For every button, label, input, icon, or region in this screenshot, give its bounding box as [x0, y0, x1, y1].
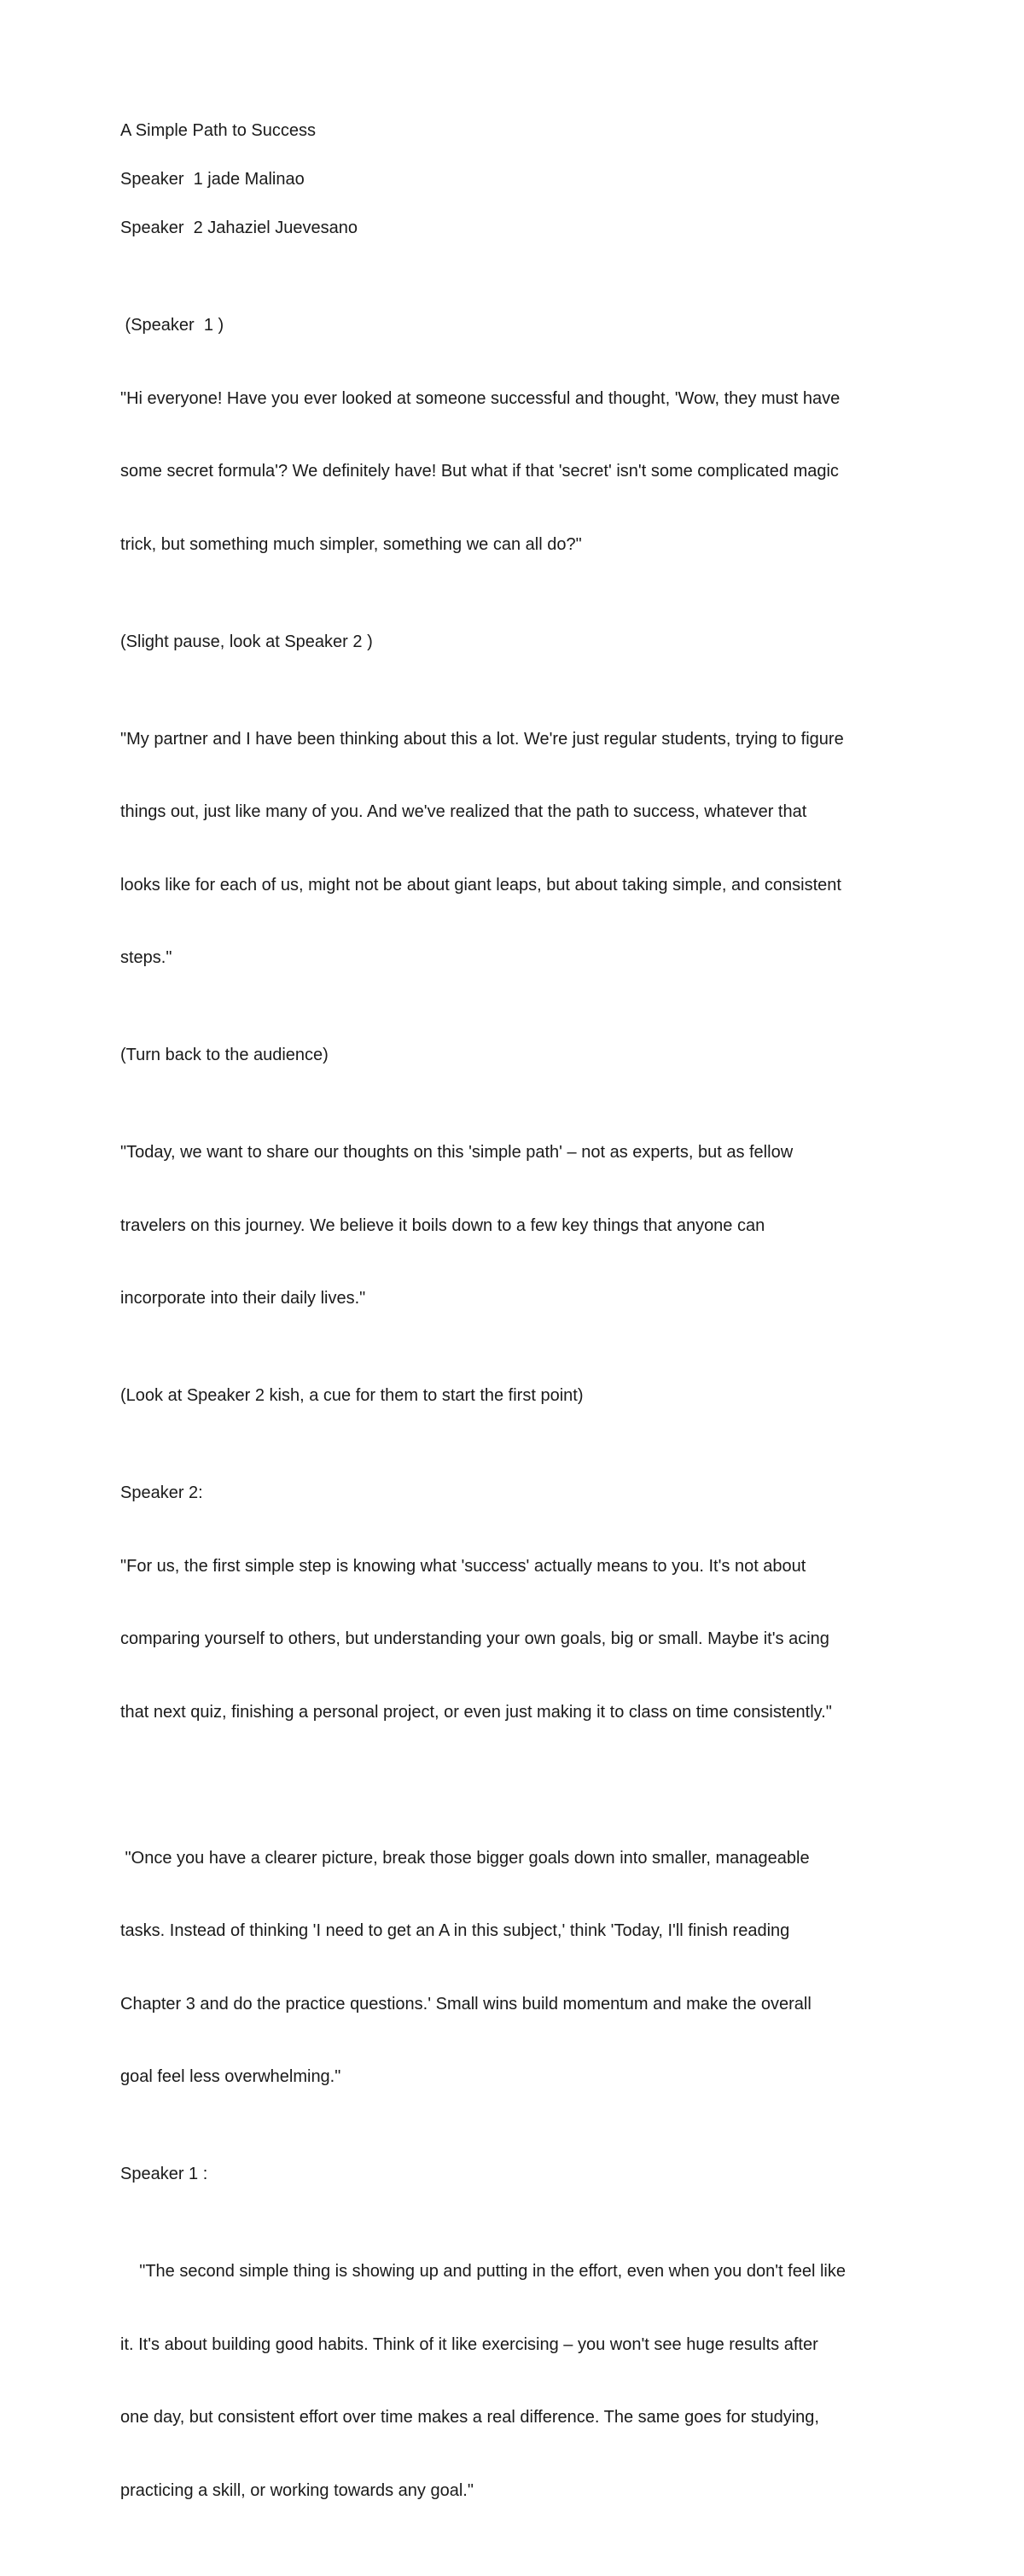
paragraph-line: "The second simple thing is showing up and putting in the effort, even when you don't feel like [120, 2262, 846, 2281]
stage-direction: (Turn back to the audience) [120, 1046, 329, 1064]
paragraph-line: one day, but consistent effort over time makes a real difference. The same goes for studying, [120, 2408, 819, 2427]
paragraph-line: Chapter 3 and do the practice questions.' Small wins build momentum and make the overall [120, 1994, 812, 2014]
speaker-1-opening [120, 265, 914, 605]
paragraph-line: looks like for each of us, might not be about giant leaps, but about taking simple, and consistent [120, 875, 841, 895]
paragraph-line: steps." [120, 948, 172, 967]
paragraph-line: some secret formula'? We definitely have! But what if that 'secret' isn't some complicated magic [120, 462, 839, 481]
paragraph-line: "Today, we want to share our thoughts on this 'simple path' – not as experts, but as fellow [120, 1143, 794, 1162]
stage-direction: (Look at Speaker 2 kish, a cue for them to start the first point) [120, 1386, 584, 1405]
paragraph-line: "For us, the first simple step is knowing what 'success' actually means to you. It's not about [120, 1556, 806, 1576]
paragraph-line: tasks. Instead of thinking 'I need to get an A in this subject,' think 'Today, I'll finish reading [120, 1921, 790, 1940]
paragraph-line: it. It's about building good habits. Think of it like exercising – you won't see huge results after [120, 2334, 818, 2354]
document-title: A Simple Path to Success [120, 121, 317, 140]
paragraph-line: things out, just like many of you. And we've realized that the path to success, whatever that [120, 802, 807, 821]
paragraph [120, 2211, 914, 2551]
stage-direction: (Slight pause, look at Speaker 2 ) [120, 632, 373, 651]
paragraph-line: that next quiz, finishing a personal project, or even just making it to class on time consistently." [120, 1702, 832, 1722]
paragraph-line: "Once you have a clearer picture, break those bigger goals down into smaller, manageable [120, 1848, 810, 1868]
document-body [120, 119, 914, 2576]
paragraph-line: trick, but something much simpler, something we can all do?" [120, 534, 582, 554]
speaker-1-label: Speaker 1 : [120, 2165, 208, 2183]
paragraph-line: practicing a skill, or working towards any goal." [120, 2480, 474, 2500]
paragraph-line: "Hi everyone! Have you ever looked at someone successful and thought, 'Wow, they must have [120, 388, 841, 408]
paragraph-line: goal feel less overwhelming." [120, 2067, 341, 2086]
paragraph-line: incorporate into their daily lives." [120, 1289, 366, 1308]
speaker-1-intro: Speaker 1 jade Malinao [120, 170, 305, 189]
speaker-1-cue: (Speaker 1 ) [120, 316, 224, 335]
speaker-2-section [120, 1432, 914, 1773]
paragraph [120, 679, 914, 1019]
paragraph-line: travelers on this journey. We believe it boils down to a few key things that anyone can [120, 1215, 765, 1235]
speaker-2-intro: Speaker 2 Jahaziel Juevesano [120, 219, 358, 237]
paragraph-line: "My partner and I have been thinking about this a lot. We're just regular students, trying to figure [120, 729, 844, 749]
paragraph [120, 1092, 914, 1360]
paragraph-line: comparing yourself to others, but understanding your own goals, big or small. Maybe it's acing [120, 1629, 829, 1648]
paragraph [120, 1798, 914, 2138]
speaker-2-label: Speaker 2: [120, 1483, 203, 1502]
